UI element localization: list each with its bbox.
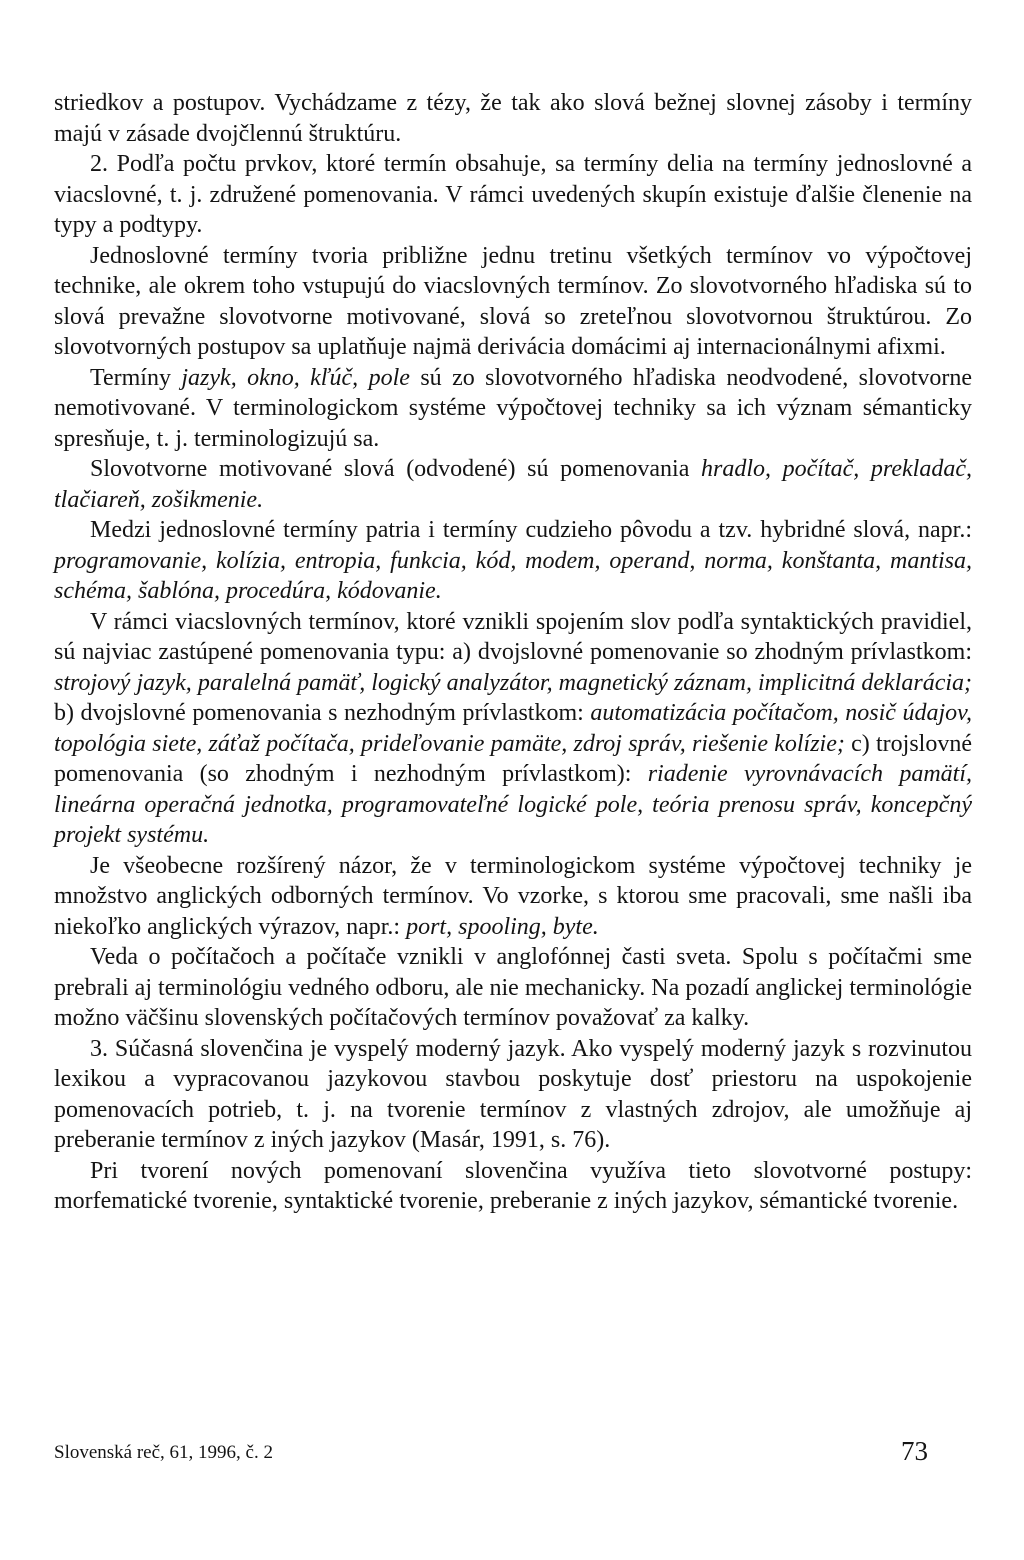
text-run: Slovotvorne motivované slová (odvodené) sú pomenovania — [90, 456, 702, 482]
text-run: Jednoslovné termíny tvoria približne jednu tretinu všetkých termínov vo výpočtovej technike, ale okrem toho vstupujú do viacslovných termínov. Zo slovotvorného hľadiska sú to slová prevažne slovotvorne motivované, slová so zreteľnou slovotvornou štruktúrou. Zo slovotvorných postupov sa uplatňuje najmä derivácia domácimi aj internacionálnymi afixmi. — [54, 242, 972, 360]
paragraph-5 — [54, 454, 972, 515]
text-run: V rámci viacslovných termínov, ktoré vznikli spojením slov podľa syntaktických pravidiel, sú najviac zastúpené pomenovania typu: a) dvojslovné pomenovanie so zhodným prívlastkom: — [54, 608, 972, 665]
paragraph-4 — [54, 363, 972, 455]
page-footer — [54, 1432, 928, 1472]
paragraph-8 — [54, 851, 972, 943]
text-run: Pri tvorení nových pomenovaní slovenčina využíva tieto slovotvorné postupy: morfematické tvorenie, syntaktické tvorenie, preberanie z iných jazykov, sémantické tvorenie. — [54, 1157, 972, 1214]
paragraph-11 — [54, 1156, 972, 1217]
italic-term-run: port, spooling, byte. — [406, 913, 599, 940]
paragraph-7 — [54, 607, 972, 851]
italic-term-run: hradlo, počítač, prekladač, tlačiareň, zošikmenie. — [54, 456, 972, 513]
text-run: b) dvojslovné pomenovania s nezhodným prívlastkom: — [54, 700, 591, 726]
text-run: c) trojslovné pomenovania (so zhodným i nezhodným prívlastkom): — [54, 730, 972, 787]
paragraph-3 — [54, 241, 972, 363]
text-run: Medzi jednoslovné termíny patria i termíny cudzieho pôvodu a tzv. hybridné slová, napr.: — [90, 517, 972, 543]
paragraph-9 — [54, 942, 972, 1034]
italic-term-run: jazyk, okno, kľúč, pole — [181, 364, 410, 391]
page-body — [54, 88, 972, 1217]
italic-term-run: automatizácia počítačom, nosič údajov, topológia siete, záťaž počítača, prideľovanie pamäte, zdroj správ, riešenie kolízie; — [54, 700, 973, 757]
text-run: Je všeobecne rozšírený názor, že v terminologickom systéme výpočtovej techniky je množstvo anglických odborných termínov. Vo vzorke, s ktorou sme pracovali, sme našli iba niekoľko anglických výrazov, napr.: — [54, 852, 972, 940]
paragraph-2 — [54, 149, 972, 241]
text-run: 2. Podľa počtu prvkov, ktoré termín obsahuje, sa termíny delia na termíny jednoslovné a viacslovné, t. j. združené pomenovania. V rámci uvedených skupín existuje ďalšie členenie na typy a podtypy. — [54, 151, 972, 238]
page-number: 73 — [901, 1436, 928, 1466]
text-run: Veda o počítačoch a počítače vznikli v anglofónnej časti sveta. Spolu s počítačmi sme prebrali aj terminológiu vedného odboru, ale nie mechanicky. Na pozadí anglickej terminológie možno väčšinu slovenských počítačových termínov považovať za kalky. — [54, 944, 972, 1031]
text-run: striedkov a postupov. Vychádzame z tézy, že tak ako slová bežnej slovnej zásoby i termíny majú v zásade dvojčlennú štruktúru. — [54, 90, 972, 147]
text-run: 3. Súčasná slovenčina je vyspelý moderný jazyk. Ako vyspelý moderný jazyk s rozvinutou lexikou a vypracovanou jazykovou stavbou poskytuje dosť priestoru na uspokojenie pomenovacích potrieb, t. j. na tvorenie termínov z vlastných zdrojov, ale umožňuje aj preberanie termínov z iných jazykov (Masár, 1991, s. 76). — [54, 1035, 972, 1153]
paragraph-10 — [54, 1034, 972, 1156]
italic-term-run: riadenie vyrovnávacích pamätí, lineárna operačná jednotka, programovateľné logické pole, teória prenosu správ, koncepčný projekt systému. — [54, 761, 972, 848]
text-run: Termíny — [90, 364, 182, 391]
italic-term-run: programovanie, kolízia, entropia, funkcia, kód, modem, operand, norma, konštanta, mantisa, schéma, šablóna, procedúra, kódovanie. — [54, 547, 972, 604]
journal-citation: Slovenská reč, 61, 1996, č. 2 — [54, 1442, 273, 1463]
italic-term-run: strojový jazyk, paralelná pamäť, logický analyzátor, magnetický záznam, implicitná deklarácia; — [54, 669, 972, 696]
paragraph-6 — [54, 515, 972, 607]
text-run: sú zo slovotvorného hľadiska neodvodené, slovotvorne nemotivované. V terminologickom systéme výpočtovej techniky sa ich význam sémanticky spresňuje, t. j. terminologizujú sa. — [54, 364, 973, 452]
paragraph-1 — [54, 88, 972, 149]
